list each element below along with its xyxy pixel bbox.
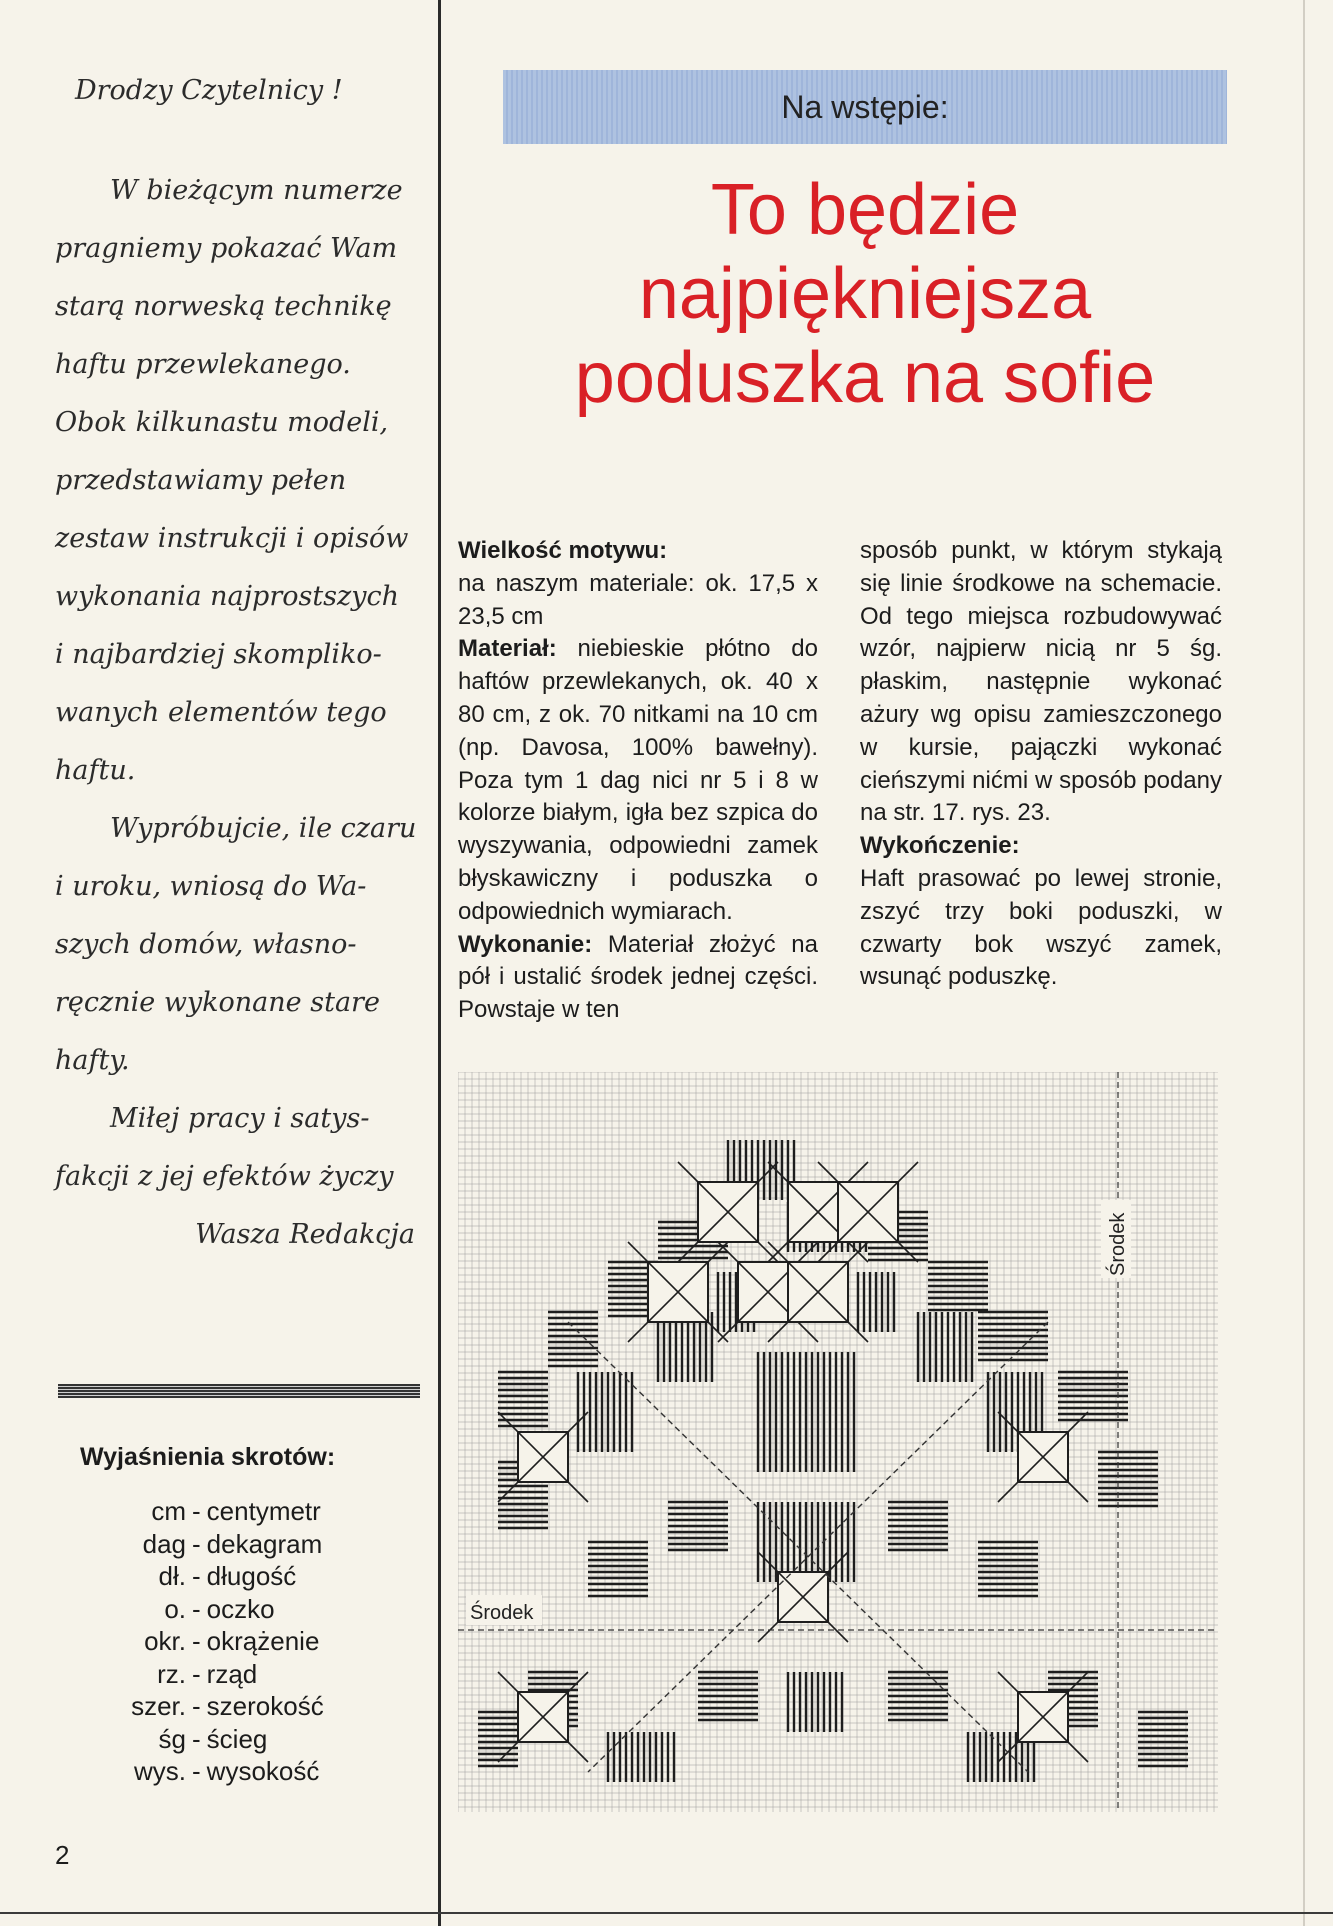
letter-line: pragniemy pokazać Wam xyxy=(55,233,398,264)
section-divider xyxy=(58,1384,420,1398)
finish-label: Wykończenie: xyxy=(860,832,1020,860)
embroidery-pattern-diagram xyxy=(458,1072,1218,1812)
abbreviation-row: szer. - szerokość xyxy=(131,1691,324,1721)
letter-greeting: Drodzy Czytelnicy ! xyxy=(75,75,343,106)
execution-label: Wykonanie: xyxy=(458,930,593,958)
finish-text: Haft prasować po lewej stronie, zszyć trzy boki poduszki, w czwarty bok wszyć zamek, wsunąć poduszkę. xyxy=(860,864,1222,991)
section-banner: Na wstępie: xyxy=(503,70,1227,144)
letter-line: haftu przewlekanego. xyxy=(55,349,351,380)
center-label-vertical: Środek xyxy=(1107,1212,1129,1276)
abbreviations-list xyxy=(70,1495,430,1788)
size-label: Wielkość motywu: xyxy=(458,537,668,564)
letter-line: starą norweską technikę xyxy=(55,291,392,322)
letter-line: zestaw instrukcji i opisów xyxy=(55,523,409,554)
material-text: niebieskie płótno do haftów przewlekanych, ok. 40 x 80 cm, z ok. 70 nitkami na 10 cm (np. Davosa, 100% bawełny). Poza tym 1 dag nici nr 5 i 8 w kolorze białym, igła bez szpica do wyszywania, odpowiedni zamek błyskawiczny i poduszka o odpowiednich wymiarach. xyxy=(458,635,818,925)
abbreviation-row: wys. - wysokość xyxy=(134,1756,320,1786)
letter-line: wykonania najprostszych xyxy=(55,581,400,612)
center-label-horizontal: Środek xyxy=(470,1602,534,1624)
abbreviation-row: dł. - długość xyxy=(158,1561,297,1591)
letter-line: i uroku, wniosą do Wa- xyxy=(55,871,367,902)
letter-line: haftu. xyxy=(55,755,136,786)
headline-line: poduszka na sofie xyxy=(574,338,1156,418)
size-text: na naszym materiale: ok. 17,5 x 23,5 cm xyxy=(458,569,818,630)
letter-line: szych domów, własno- xyxy=(55,929,357,960)
article-column-right xyxy=(860,535,1222,994)
headline-line: najpiękniejsza xyxy=(638,254,1092,334)
letter-line: fakcji z jej efektów życzy xyxy=(55,1161,394,1192)
abbreviation-row: okr. - okrążenie xyxy=(144,1626,320,1656)
column-divider xyxy=(438,0,441,1926)
article-headline xyxy=(470,168,1260,420)
page-number: 2 xyxy=(55,1840,70,1870)
letter-line: hafty. xyxy=(55,1045,130,1076)
letter-line: Miłej pracy i satys- xyxy=(110,1103,370,1134)
bottom-rule xyxy=(0,1912,1333,1914)
letter-line: Obok kilkunastu modeli, xyxy=(55,407,389,438)
abbreviation-row: o. - oczko xyxy=(164,1593,275,1624)
letter-line: wanych elementów tego xyxy=(55,697,387,728)
letter-line: ręcznie wykonane stare xyxy=(55,987,380,1018)
letter-line: Wypróbujcie, ile czaru xyxy=(110,813,417,844)
abbreviation-row: rz. - rząd xyxy=(157,1658,258,1689)
abbreviation-row: cm - centymetr xyxy=(151,1496,321,1526)
letter-line: przedstawiamy pełen xyxy=(55,465,347,496)
abbreviation-row: dag - dekagram xyxy=(142,1528,323,1559)
letter-line: W bieżącym numerze xyxy=(110,175,403,206)
pattern-grid-svg xyxy=(458,1072,1218,1812)
execution-text: Materiał złożyć na pół i ustalić środek jednej części. Powstaje w ten xyxy=(458,930,818,1024)
headline-line: To będzie xyxy=(710,170,1020,250)
execution-text-continued: sposób punkt, w którym stykają się linie środkowe na schemacie. Od tego miejsca rozbudowywać wzór, najpierw nicią nr 5 śg. płaskim, następnie wykonać ażury wg opisu zamieszczonego w kursie, pajączki wykonać cieńszymi nićmi w sposób podany na str. 17. rys. 23. xyxy=(860,537,1222,827)
letter-signature: Wasza Redakcja xyxy=(195,1219,415,1250)
letter-line: i najbardziej skompliko- xyxy=(55,639,382,670)
article-column-left xyxy=(458,535,818,1027)
abbreviation-row: śg - ścieg xyxy=(158,1723,268,1754)
page-edge xyxy=(1303,0,1305,1926)
abbreviations-title: Wyjaśnienia skrotów: xyxy=(80,1443,336,1471)
editor-letter xyxy=(55,62,415,1264)
material-label: Materiał: xyxy=(458,635,557,663)
